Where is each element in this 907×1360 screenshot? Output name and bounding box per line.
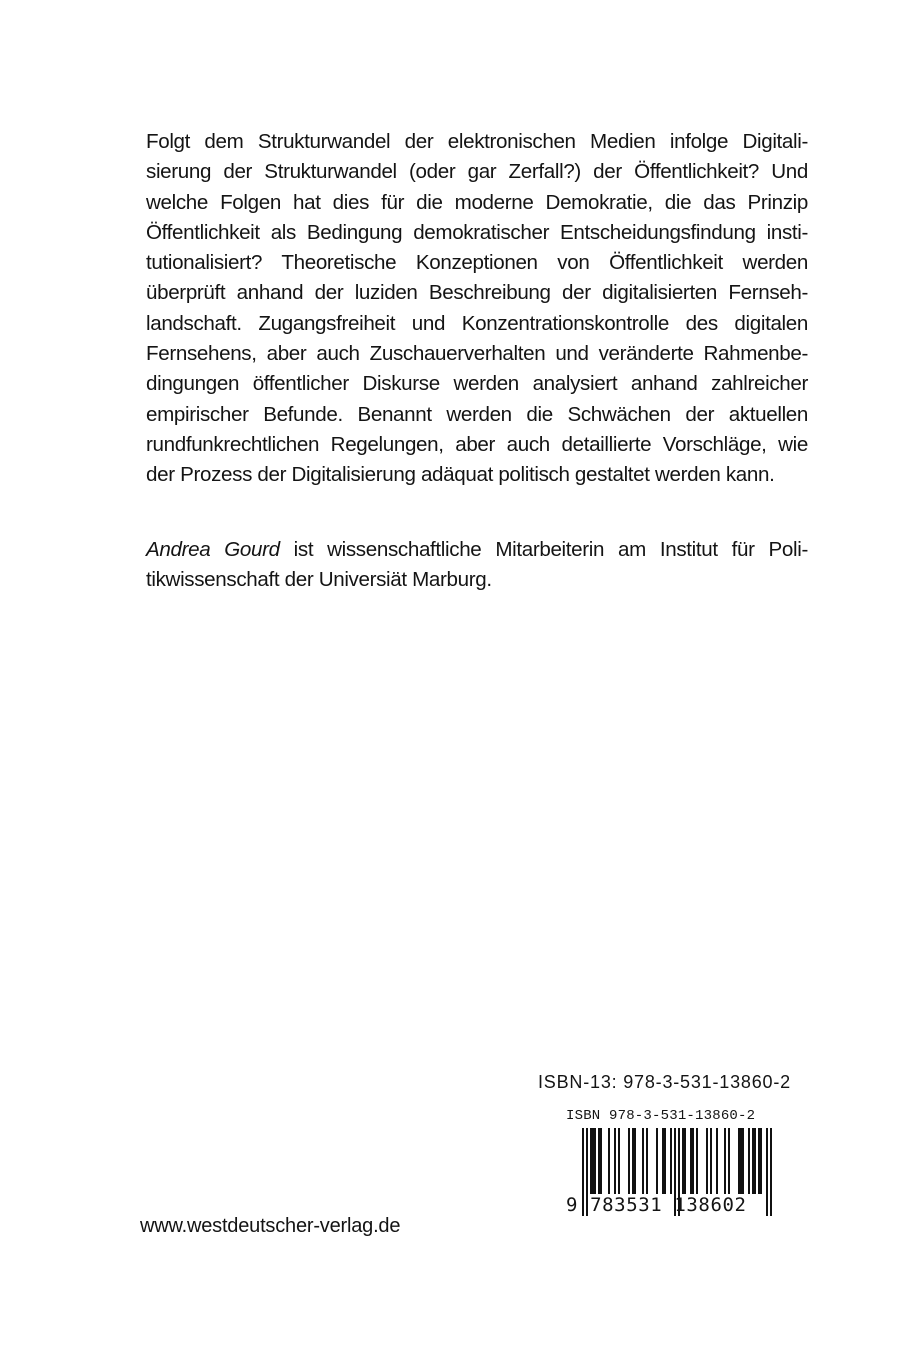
barcode-bar [724,1128,726,1194]
barcode-bar [664,1128,666,1194]
barcode-bar [592,1128,594,1194]
barcode-bar [696,1128,698,1194]
author-bio-line: tikwissenschaft der Universiät Marburg. [146,568,492,592]
blurb-line: tutionalisiert? Theoretische Konzeptionen von Öffentlichkeit werden [146,251,808,275]
blurb-line: Öffentlichkeit als Bedingung demokratischer Entscheidungsfindung insti- [146,220,808,244]
author-bio-text: ist wissenschaftliche Mitarbeiterin am Institut für Poli- [279,538,808,561]
barcode-isbn-text: ISBN 978-3-531-13860-2 [566,1108,756,1124]
barcode-bar [684,1128,686,1194]
barcode-bar [594,1128,596,1194]
barcode-bar [752,1128,754,1194]
barcode-bar [690,1128,692,1194]
isbn-label: ISBN-13: 978-3-531-13860-2 [538,1072,791,1092]
barcode-bar [706,1128,708,1194]
barcode-bar [748,1128,750,1194]
barcode-bar [590,1128,592,1194]
barcode-bar [642,1128,644,1194]
barcode-bar [742,1128,744,1194]
barcode-bar [728,1128,730,1194]
blurb-line: sierung der Strukturwandel (oder gar Zerfall?) der Öffentlichkeit? Und [146,160,808,184]
barcode-bar [618,1128,620,1194]
barcode-bar [632,1128,634,1194]
barcode-bar [710,1128,712,1194]
barcode-bar [740,1128,742,1194]
barcode-bar [614,1128,616,1194]
barcode-bar [646,1128,648,1194]
barcode-bar [662,1128,664,1194]
author-bio [146,535,808,596]
blurb-line: empirischer Befunde. Benannt werden die Schwächen der aktuellen [146,402,808,426]
blurb-line: Folgt dem Strukturwandel der elektronischen Medien infolge Digitali- [146,130,808,153]
publisher-website: www.westdeutscher-verlag.de [140,1215,401,1237]
blurb-line: der Prozess der Digitalisierung adäquat politisch gestaltet werden kann. [146,463,775,487]
author-bio-line [146,535,808,565]
barcode-bar [670,1128,672,1194]
back-cover-blurb [146,127,808,491]
barcode-bar [716,1128,718,1194]
barcode-digits: 9 783531 138602 [566,1194,747,1216]
barcode-bar [758,1128,760,1194]
barcode-bar [738,1128,740,1194]
blurb-line: landschaft. Zugangsfreiheit und Konzentrationskontrolle des digitalen [146,311,808,335]
barcode-bar [760,1128,762,1194]
barcode-bar [770,1128,772,1216]
author-name: Andrea Gourd [146,538,280,561]
barcode-bar [628,1128,630,1194]
blurb-line: überprüft anhand der luziden Beschreibung der digitalisierten Fernseh- [146,281,808,305]
barcode-bar [692,1128,694,1194]
blurb-line: Fernsehens, aber auch Zuschauerverhalten und veränderte Rahmenbe- [146,342,808,366]
barcode-bar [766,1128,768,1216]
barcode-bar [656,1128,658,1194]
barcode-bar [600,1128,602,1194]
barcode-bar [682,1128,684,1194]
barcode-bar [598,1128,600,1194]
blurb-line: dingungen öffentlicher Diskurse werden analysiert anhand zahlreicher [146,372,808,396]
blurb-line: welche Folgen hat dies für die moderne Demokratie, die das Prinzip [146,190,808,214]
barcode-bar [634,1128,636,1194]
barcode-bar [608,1128,610,1194]
barcode-bar [754,1128,756,1194]
blurb-line: rundfunkrechtlichen Regelungen, aber auch detaillierte Vorschläge, wie [146,432,808,456]
